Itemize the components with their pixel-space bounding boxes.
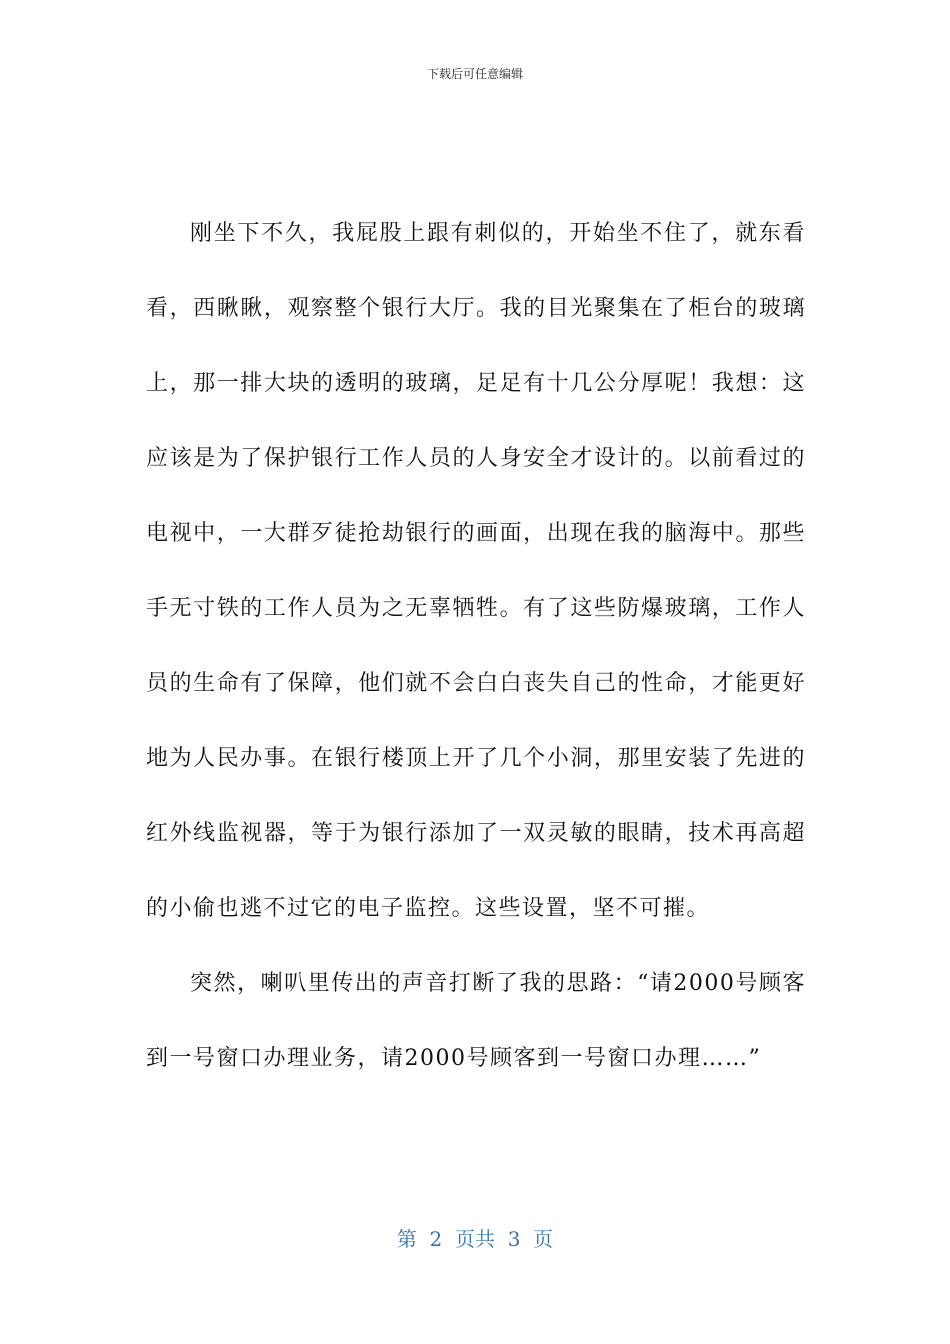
header-note: 下载后可任意编辑 bbox=[426, 67, 523, 81]
paragraph-2: 突然，喇叭里传出的声音打断了我的思路：“请2000号顾客到一号窗口办理业务，请2000号顾客到一号窗口办理……” bbox=[146, 971, 806, 1071]
page-number-footer: 第 2 页共 3 页 bbox=[396, 1227, 554, 1251]
paragraph-1: 刚坐下不久，我屁股上跟有刺似的，开始坐不住了，就东看看，西瞅瞅，观察整个银行大厅。我的目光聚集在了柜台的玻璃上，那一排大块的透明的玻璃，足足有十几公分厚呢！我想：这应该是为了保护银行工作人员的人身安全才设计的。以前看过的电视中，一大群歹徒抢劫银行的画面，出现在我的脑海中。那些手无寸铁的工作人员为之无辜牺牲。有了这些防爆玻璃，工作人员的生命有了保障，他们就不会白白丧失自己的性命，才能更好地为人民办事。在银行楼顶上开了几个小洞，那里安装了先进的红外线监视器，等于为银行添加了一双灵敏的眼睛，技术再高超的小偷也逃不过它的电子监控。这些设置，坚不可摧。 bbox=[146, 221, 806, 921]
body-text bbox=[146, 196, 806, 1096]
